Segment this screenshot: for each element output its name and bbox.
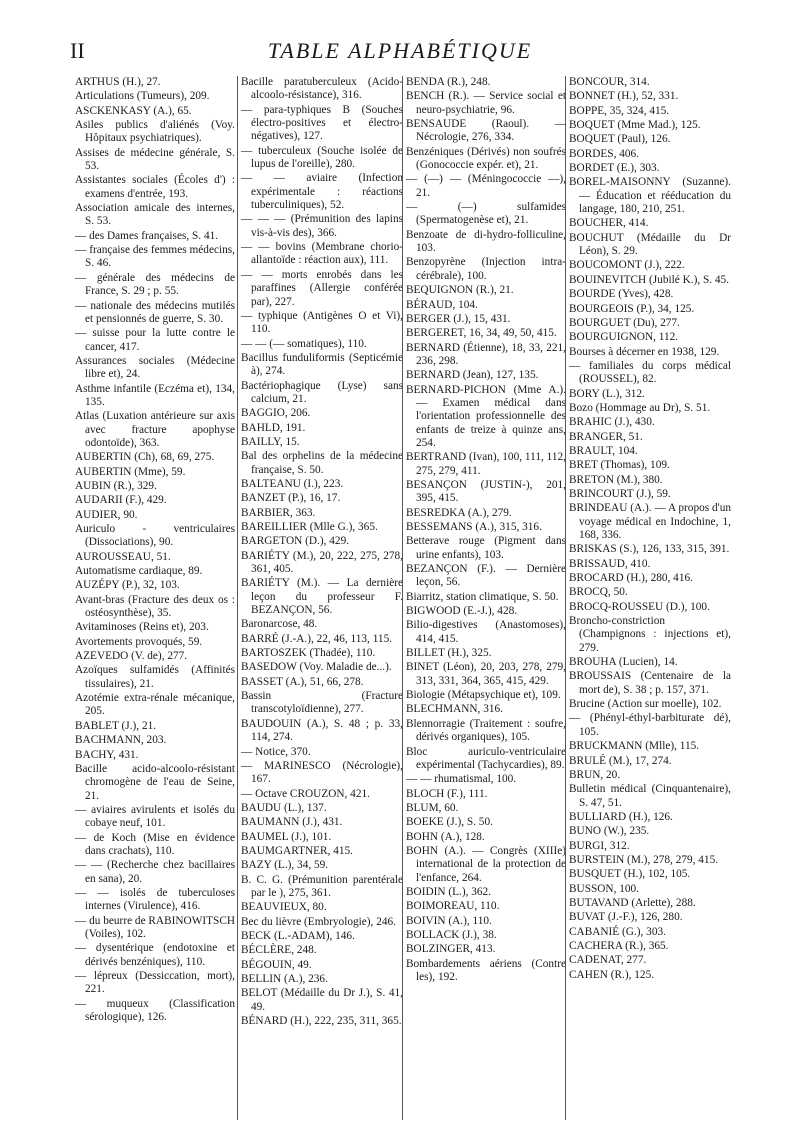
index-entry: BANZET (P.), 16, 17. xyxy=(241,492,341,505)
index-entry: BORDES, 406. xyxy=(569,147,639,160)
index-entry: — — isolés de tuberculoses internes (Virulence), 416. xyxy=(75,886,235,913)
index-entry: BENSAUDE (Raoul). — Nécrologie, 276, 334. xyxy=(406,118,566,144)
index-entry: BOHN (A.), 128. xyxy=(406,830,485,843)
index-entry: Bactériophagique (Lyse) sans calcium, 21. xyxy=(241,379,403,405)
index-entry: BOIMOREAU, 110. xyxy=(406,900,500,913)
index-entry: Bec du lièvre (Embryologie), 246. xyxy=(241,915,396,928)
index-entry: BRUN, 20. xyxy=(569,768,621,781)
index-entry: — — aviaire (Infection expérimentale : réactions tuberculiniques), 52. xyxy=(241,172,403,212)
index-entry: BENDA (R.), 248. xyxy=(406,76,491,88)
index-entry: BRINCOURT (J.), 59. xyxy=(569,487,671,500)
index-entry: Avitaminoses (Reins et), 203. xyxy=(75,621,209,634)
index-entry: BUSSON, 100. xyxy=(569,882,639,895)
index-entry: BOIDIN (L.), 362. xyxy=(406,885,492,898)
index-entry: BROUSSAIS (Centenaire de la mort de), S. 38 ; p. 157, 371. xyxy=(569,670,731,696)
index-entry: — (—) sulfamides (Spermatogenèse et), 21. xyxy=(406,201,566,227)
index-entry: BAUDOUIN (A.), S. 48 ; p. 33, 114, 274. xyxy=(241,717,403,744)
index-entry: BENCH (R.). — Service social et neuro-psychiatrie, 96. xyxy=(406,90,566,116)
index-column-4 xyxy=(565,76,731,1120)
index-entry: Brucine (Action sur moelle), 102. xyxy=(569,698,722,711)
index-entry: BROCARD (H.), 280, 416. xyxy=(569,572,693,585)
index-entry: Baronarcose, 48. xyxy=(241,618,318,631)
index-entry: BESREDKA (A.), 279. xyxy=(406,506,512,519)
index-entry: BURSTEIN (M.), 278, 279, 415. xyxy=(569,853,719,866)
index-entry: Bloc auriculo-ventriculaire expérimental (Tachycardies), 89. xyxy=(406,745,566,771)
index-entry: Bombardements aériens (Contre les), 192. xyxy=(406,957,566,983)
index-entry: — du beurre de RABINOWITSCH (Voiles), 102. xyxy=(75,914,236,940)
index-entry: — aviaires avirulents et isolés du cobaye neuf, 101. xyxy=(75,803,235,830)
index-entry: — — morts enrobés dans les paraffines (Allergie conférée par), 227. xyxy=(241,268,403,308)
index-entry: Assises de médecine générale, S. 53. xyxy=(75,146,235,173)
index-entry: BEQUIGNON (R.), 21. xyxy=(406,284,514,297)
index-entry: — — — (Prémunition des lapins vis-à-vis des), 366. xyxy=(241,213,403,239)
index-entry: Benzopyrène (Injection intra-cérébrale), 100. xyxy=(406,256,566,282)
index-entry: — française des femmes médecins, S. 46. xyxy=(75,244,235,270)
index-entry: BOQUET (Mme Mad.), 125. xyxy=(569,119,701,132)
index-entry: BRISSAUD, 410. xyxy=(569,557,651,570)
index-entry: — familiales du corps médical (ROUSSEL), 82. xyxy=(569,359,731,386)
index-entry: — muqueux (Classification sérologique), 126. xyxy=(75,997,235,1024)
index-entry: Broncho-constriction (Champignons : injections et), 279. xyxy=(569,615,731,654)
index-entry: BOURGUET (Du), 277. xyxy=(569,316,680,329)
index-entry: — générale des médecins de France, S. 29 ; p. 55. xyxy=(75,271,235,298)
index-entry: Azoïques sulfamidés (Affinités tissulaires), 21. xyxy=(75,664,235,690)
index-entry: BABLET (J.), 21. xyxy=(75,719,157,732)
index-column-3 xyxy=(402,76,566,1120)
index-entry: — Octave CROUZON, 421. xyxy=(241,787,370,800)
page-title: TABLE ALPHABÉTIQUE xyxy=(267,38,533,63)
index-entry: Bourses à décerner en 1938, 129. xyxy=(569,345,720,358)
index-entry: BRET (Thomas), 109. xyxy=(569,459,670,472)
index-entry: Assurances sociales (Médecine libre et), 24. xyxy=(75,354,235,381)
index-entry: AUZÉPY (P.), 32, 103. xyxy=(75,579,180,592)
index-entry: BAGGIO, 206. xyxy=(241,407,311,420)
index-entry: BASEDOW (Voy. Maladie de...). xyxy=(241,661,392,674)
index-entry: Bacille paratuberculeux (Acido-alcoolo-résistance), 316. xyxy=(241,76,403,102)
index-entry: BUNO (W.), 235. xyxy=(569,825,650,838)
index-entry: BACHMANN, 203. xyxy=(75,734,167,747)
index-entry: BESSEMANS (A.), 315, 316. xyxy=(406,521,542,533)
index-entry: — Notice, 370. xyxy=(241,745,311,758)
index-entry: BOUCOMONT (J.), 222. xyxy=(569,259,685,272)
index-entry: — MARINESCO (Nécrologie), 167. xyxy=(241,759,403,786)
index-entry: Asthme infantile (Eczéma et), 134, 135. xyxy=(75,382,235,408)
index-entry: BURGI, 312. xyxy=(569,839,630,852)
index-entry: BARGETON (D.), 429. xyxy=(241,535,350,548)
index-entry: BOIVIN (A.), 110. xyxy=(406,914,492,927)
index-entry: — — rhumatismal, 100. xyxy=(406,773,517,786)
index-entry: Biarritz, station climatique, S. 50. xyxy=(406,590,559,603)
index-entry: BÉNARD (H.), 222, 235, 311, 365. xyxy=(241,1015,402,1028)
index-entry: BAZY (L.), 34, 59. xyxy=(241,859,329,872)
index-entry: — dysentérique (endotoxine et dérivés benzéniques), 110. xyxy=(75,942,235,968)
index-entry: BRUCKMANN (Mlle), 115. xyxy=(569,740,700,753)
index-entry: AUDARII (F.), 429. xyxy=(75,494,167,507)
index-entry: Articulations (Tumeurs), 209. xyxy=(75,90,210,103)
index-entry: BESANÇON (JUSTIN-), 201, 395, 415. xyxy=(406,478,566,505)
index-entry: Bilio-digestives (Anastomoses), 414, 415. xyxy=(406,619,566,645)
index-entry: BAUMEL (J.), 101. xyxy=(241,830,332,843)
index-entry: BROCQ-ROUSSEU (D.), 100. xyxy=(569,600,710,613)
index-entry: BARBIER, 363. xyxy=(241,506,316,519)
index-entry: BERTRAND (Ivan), 100, 111, 112, 275, 279, 411. xyxy=(406,451,566,477)
index-entry: BOEKE (J.), S. 50. xyxy=(406,816,493,829)
index-entry: AUBERTIN (Mme), 59. xyxy=(75,465,186,478)
index-entry: BERNARD (Étienne), 18, 33, 221, 236, 298. xyxy=(406,341,566,367)
index-entry: — — bovins (Membrane chorio-allantoïde : réaction aux), 111. xyxy=(241,241,403,267)
page-header xyxy=(70,38,730,72)
index-entry: BRULÉ (M.), 17, 274. xyxy=(569,754,672,767)
index-entry: AUDIER, 90. xyxy=(75,508,138,521)
index-entry: BAILLY, 15. xyxy=(241,435,300,448)
index-entry: BRETON (M.), 380. xyxy=(569,473,663,486)
index-entry: Bassin (Fracture transcotyloïdienne), 277. xyxy=(241,690,403,716)
index-entry: BILLET (H.), 325. xyxy=(406,647,492,660)
index-entry: — — (— somatiques), 110. xyxy=(241,337,367,350)
index-entry: BOREL-MAISONNY (Suzanne). — Éducation et rééducation du langage, 180, 210, 251. xyxy=(569,176,731,216)
index-entry: BOURDE (Yves), 428. xyxy=(569,288,674,301)
index-entry: BEAUVIEUX, 80. xyxy=(241,901,327,914)
index-entry: BACHY, 431. xyxy=(75,748,139,761)
index-entry: — typhique (Antigènes O et Vi), 110. xyxy=(241,309,403,336)
index-entry: BORY (L.), 312. xyxy=(569,387,645,400)
index-entry: BÉCLÈRE, 248. xyxy=(241,944,317,957)
index-entry: BECK (L.-ADAM), 146. xyxy=(241,929,355,942)
index-entry: — de Koch (Mise en évidence dans crachats), 110. xyxy=(75,831,235,857)
index-entry: BOUCHER, 414. xyxy=(569,217,649,230)
index-entry: CADENAT, 277. xyxy=(569,954,647,967)
index-column-1 xyxy=(75,76,235,1025)
index-entry: BINET (Léon), 20, 203, 278, 279, 313, 331, 364, 365, 415, 429. xyxy=(406,661,566,687)
index-entry: Betterave rouge (Pigment dans urine enfants), 103. xyxy=(406,535,566,561)
index-entry: AZEVEDO (V. de), 277. xyxy=(75,650,188,663)
index-entry: ASCKENKASY (A.), 65. xyxy=(75,104,192,117)
index-entry: Benzéniques (Dérivés) non soufrés (Gonococcie expér. et), 21. xyxy=(406,145,566,172)
index-entry: BARIÉTY (M.), 20, 222, 275, 278, 361, 405. xyxy=(241,549,403,576)
index-entry: Bal des orphelins de la médecine française, S. 50. xyxy=(241,450,403,476)
index-entry: BRISKAS (S.), 126, 133, 315, 391. xyxy=(569,543,730,556)
index-entry: BERGERET, 16, 34, 49, 50, 415. xyxy=(406,327,557,340)
index-entry: BLOCH (F.), 111. xyxy=(406,787,488,800)
index-entry: BELOT (Médaille du Dr J.), S. 41, 49. xyxy=(241,987,403,1013)
index-entry: — para-typhiques B (Souches électro-positives et électro-négatives), 127. xyxy=(241,103,403,143)
index-entry: CABANIÉ (G.), 303. xyxy=(569,925,666,938)
index-entry: BAREILLIER (Mlle G.), 365. xyxy=(241,521,378,533)
index-entry: BAUDU (L.), 137. xyxy=(241,801,327,814)
index-entry: BERNARD (Jean), 127, 135. xyxy=(406,369,539,382)
index-entry: BLECHMANN, 316. xyxy=(406,703,503,716)
index-entry: BRINDEAU (A.). — A propos d'un voyage médical en Indochine, 1, 168, 336. xyxy=(569,502,731,541)
index-entry: BONCOUR, 314. xyxy=(569,76,650,88)
index-entry: Assistantes sociales (Écoles d') : examens d'entrée, 193. xyxy=(75,174,235,200)
index-entry: BONNET (H.), 52, 331. xyxy=(569,90,679,103)
index-entry: B. C. G. (Prémunition parentérale par le ), 275, 361. xyxy=(241,873,403,899)
index-entry: BERGER (J.), 15, 431. xyxy=(406,312,511,325)
index-entry: BALTEANU (I.), 223. xyxy=(241,477,344,490)
page-number: II xyxy=(70,38,85,63)
index-entry: BIGWOOD (E.-J.), 428. xyxy=(406,605,518,618)
index-entry: Bacillus funduliformis (Septicémie à), 274. xyxy=(241,351,403,378)
index-entry: BROUHA (Lucien), 14. xyxy=(569,656,678,669)
index-entry: BLUM, 60. xyxy=(406,801,459,814)
index-entry: BOPPE, 35, 324, 415. xyxy=(569,104,670,117)
index-entry: BARRÉ (J.-A.), 22, 46, 113, 115. xyxy=(241,632,393,645)
index-entry: Benzoate de di-hydro-folliculine, 103. xyxy=(406,228,566,255)
index-entry: BOLZINGER, 413. xyxy=(406,943,496,956)
index-entry: CAHEN (R.), 125. xyxy=(569,968,655,981)
index-entry: Association amicale des internes, S. 53. xyxy=(75,202,235,228)
index-entry: BROCQ, 50. xyxy=(569,586,628,599)
index-entry: BOUCHUT (Médaille du Dr Léon), S. 29. xyxy=(569,231,731,258)
index-entry: BASSET (A.), 51, 66, 278. xyxy=(241,675,364,688)
index-entry: BUVAT (J.-F.), 126, 280. xyxy=(569,911,683,924)
index-entry: AUBERTIN (Ch), 68, 69, 275. xyxy=(75,451,215,464)
index-column-2 xyxy=(237,76,403,1120)
index-entry: Avant-bras (Fracture des deux os : ostéosynthèse), 35. xyxy=(75,593,235,620)
index-entry: BÉRAUD, 104. xyxy=(406,298,478,311)
index-entry: — des Dames françaises, S. 41. xyxy=(75,229,219,242)
index-entry: BRANGER, 51. xyxy=(569,430,643,443)
index-entry: Bacille acido-alcoolo-résistant chromogène de l'eau de Seine, 21. xyxy=(75,762,235,802)
index-entry: BAUMANN (J.), 431. xyxy=(241,816,343,829)
index-entry: BRAULT, 104. xyxy=(569,444,638,457)
index-entry: — (Phényl-éthyl-barbiturate dé), 105. xyxy=(569,712,731,738)
index-entry: Automatisme cardiaque, 89. xyxy=(75,565,203,578)
index-entry: — tuberculeux (Souche isolée de lupus de l'oreille), 280. xyxy=(241,144,403,171)
index-entry: AUBIN (R.), 329. xyxy=(75,479,157,492)
index-entry: BARIÉTY (M.). — La dernière leçon du professeur F. BEZANÇON, 56. xyxy=(241,577,403,617)
index-entry: CACHERA (R.), 365. xyxy=(569,939,669,952)
index-entry: BOURGUIGNON, 112. xyxy=(569,331,679,344)
index-entry: BAUMGARTNER, 415. xyxy=(241,844,353,857)
index-entry: BOURGEOIS (P.), 34, 125. xyxy=(569,302,695,315)
index-entry: BOQUET (Paul), 126. xyxy=(569,133,671,146)
index-entry: BULLIARD (H.), 126. xyxy=(569,810,673,823)
index-entry: BAHLD, 191. xyxy=(241,421,306,434)
index-entry: Asiles publics d'aliénés (Voy. Hôpitaux psychiatriques). xyxy=(75,119,235,145)
index-entry: BELLIN (A.), 236. xyxy=(241,973,328,985)
index-entry: Avortements provoqués, 59. xyxy=(75,635,203,648)
index-entry: — lépreux (Dessiccation, mort), 221. xyxy=(75,970,235,996)
index-entry: BEZANÇON (F.). — Dernière leçon, 56. xyxy=(406,563,566,589)
index-entry: Bozo (Hommage au Dr), S. 51. xyxy=(569,401,711,414)
index-entry: Blennorragie (Traitement : soufre, dérivés organiques), 105. xyxy=(406,717,566,744)
index-entry: BERNARD-PICHON (Mme A.). — Examen médical dans l'orientation professionnelle des enfants de treize à quinze ans, 254. xyxy=(406,383,566,449)
index-entry: Azotémie extra-rénale mécanique, 205. xyxy=(75,692,235,718)
index-entry: Atlas (Luxation antérieure sur axis avec fracture apophyse odontoïde), 363. xyxy=(75,410,235,449)
index-entry: Auriculo - ventriculaires (Dissociations), 90. xyxy=(75,523,235,549)
index-entry: — nationale des médecins mutilés et pensionnés de guerre, S. 30. xyxy=(75,299,235,325)
index-entry: — — (Recherche chez bacillaires en sana), 20. xyxy=(75,859,235,885)
index-entry: BORDET (E.), 303. xyxy=(569,162,660,175)
index-entry: Biologie (Métapsychique et), 109. xyxy=(406,689,561,702)
index-entry: — (—) — (Méningococcie —), 21. xyxy=(406,173,566,199)
index-entry: BUSQUET (H.), 102, 105. xyxy=(569,868,691,881)
index-entry: BOUINEVITCH (Jubilé K.), S. 45. xyxy=(569,273,730,286)
index-entry: BOHN (A.). — Congrès (XIIIe) international de la protection de l'enfance, 264. xyxy=(406,844,566,884)
index-entry: BÉGOUIN, 49. xyxy=(241,958,312,971)
index-entry: BRAHIC (J.), 430. xyxy=(569,416,655,429)
index-entry: — suisse pour la lutte contre le cancer, 417. xyxy=(75,327,235,353)
index-entry: AUROUSSEAU, 51. xyxy=(75,550,171,563)
index-entry: BUTAVAND (Arlette), 288. xyxy=(569,896,696,909)
index-entry: Bulletin médical (Cinquantenaire), S. 47, 51. xyxy=(569,783,731,809)
index-entry: ARTHUS (H.), 27. xyxy=(75,76,161,88)
index-entry: BARTOSZEK (Thadée), 110. xyxy=(241,647,376,660)
index-entry: BOLLACK (J.), 38. xyxy=(406,928,497,941)
